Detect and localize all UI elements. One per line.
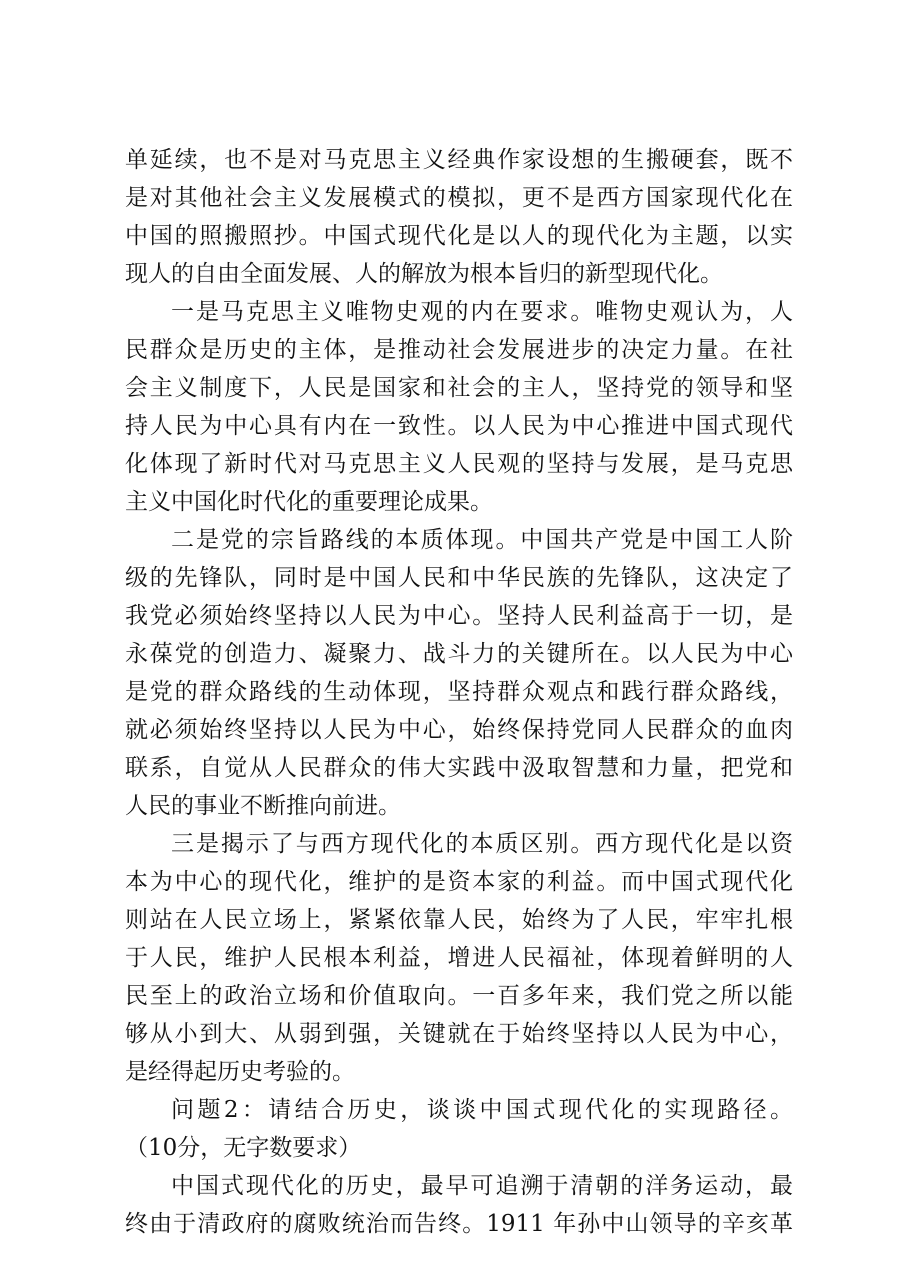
text-line: 二是党的宗旨路线的本质体现。中国共产党是中国工人阶 <box>171 527 793 553</box>
text-line: 是对其他社会主义发展模式的模拟，更不是西方国家现代化在 <box>125 185 793 211</box>
text-line: 问题2：请结合历史，谈谈中国式现代化的实现路径。 <box>171 1097 793 1123</box>
text-line: 联系，自觉从人民群众的伟大实践中汲取智慧和力量，把党和 <box>125 755 793 781</box>
text-line: 现人的自由全面发展、人的解放为根本旨归的新型现代化。 <box>125 261 723 287</box>
text-line: 民群众是历史的主体，是推动社会发展进步的决定力量。在社 <box>125 337 793 363</box>
paragraph <box>125 825 793 1091</box>
body-text <box>125 141 793 1243</box>
text-line: 一是马克思主义唯物史观的内在要求。唯物史观认为，人 <box>171 299 793 325</box>
text-line: 于人民，维护人民根本利益，增进人民福祉，体现着鲜明的人 <box>125 945 793 971</box>
text-line: 民至上的政治立场和价值取向。一百多年来，我们党之所以能 <box>125 983 793 1009</box>
paragraph <box>125 521 793 825</box>
paragraph <box>125 141 793 293</box>
text-line: 级的先锋队，同时是中国人民和中华民族的先锋队，这决定了 <box>125 565 793 591</box>
text-line: 永葆党的创造力、凝聚力、战斗力的关键所在。以人民为中心 <box>125 641 793 667</box>
text-line: 单延续，也不是对马克思主义经典作家设想的生搬硬套，既不 <box>125 147 793 173</box>
text-line: 中国式现代化的历史，最早可追溯于清朝的洋务运动，最 <box>171 1173 793 1199</box>
text-line: 则站在人民立场上，紧紧依靠人民，始终为了人民，牢牢扎根 <box>125 907 793 933</box>
paragraph <box>125 1167 793 1243</box>
text-line: 够从小到大、从弱到强，关键就在于始终坚持以人民为中心， <box>125 1021 793 1047</box>
text-line: 三是揭示了与西方现代化的本质区别。西方现代化是以资 <box>171 831 793 857</box>
text-line: 化体现了新时代对马克思主义人民观的坚持与发展，是马克思 <box>125 451 793 477</box>
text-line: 是党的群众路线的生动体现，坚持群众观点和践行群众路线， <box>125 679 793 705</box>
paragraph <box>125 293 793 521</box>
text-line: 是经得起历史考验的。 <box>125 1059 355 1085</box>
text-line: 主义中国化时代化的重要理论成果。 <box>125 489 493 515</box>
text-line: 持人民为中心具有内在一致性。以人民为中心推进中国式现代 <box>125 413 793 439</box>
paragraph <box>125 1091 793 1167</box>
text-line: 人民的事业不断推向前进。 <box>125 793 401 819</box>
text-line: 本为中心的现代化，维护的是资本家的利益。而中国式现代化 <box>125 869 793 895</box>
text-line: 会主义制度下，人民是国家和社会的主人，坚持党的领导和坚 <box>125 375 793 401</box>
text-line: （10分，无字数要求） <box>125 1135 362 1161</box>
text-line: 我党必须始终坚持以人民为中心。坚持人民利益高于一切，是 <box>125 603 793 629</box>
text-line: 终由于清政府的腐败统治而告终。1911 年孙中山领导的辛亥革 <box>125 1211 793 1237</box>
text-line: 中国的照搬照抄。中国式现代化是以人的现代化为主题，以实 <box>125 223 793 249</box>
text-line: 就必须始终坚持以人民为中心，始终保持党同人民群众的血肉 <box>125 717 793 743</box>
